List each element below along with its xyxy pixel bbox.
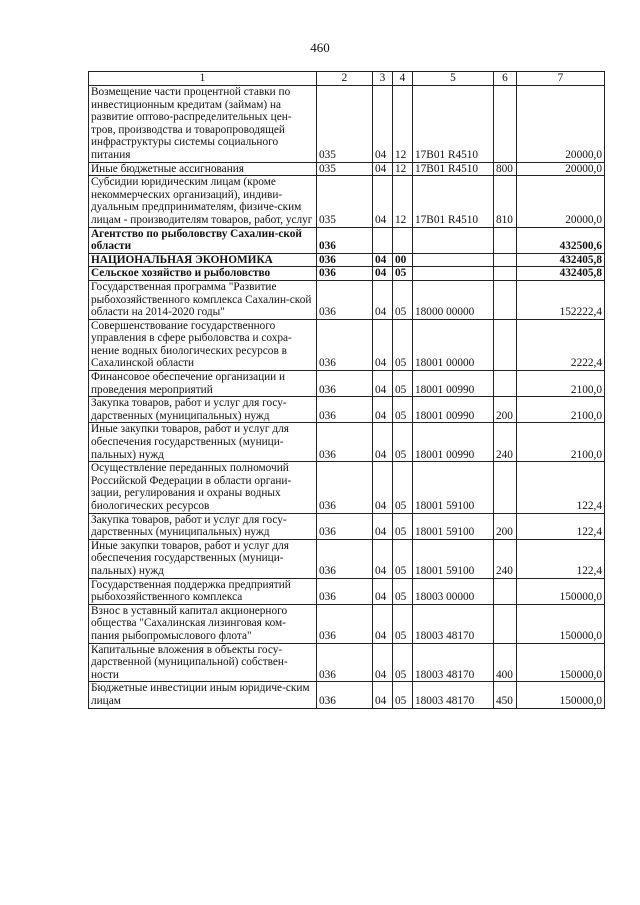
expense-type-cell: 800 — [494, 162, 517, 176]
subsection-code-cell: 05 — [393, 462, 413, 513]
ministry-code-cell: 036 — [317, 539, 373, 578]
amount-cell: 2100,0 — [517, 371, 605, 397]
subsection-code-cell: 05 — [393, 280, 413, 319]
section-code-cell: 04 — [373, 162, 393, 176]
subsection-code-cell: 05 — [393, 643, 413, 682]
table-row — [89, 227, 605, 253]
expense-type-cell — [494, 319, 517, 370]
table-row — [89, 578, 605, 604]
section-code-cell: 04 — [373, 682, 393, 708]
subsection-code-cell: 05 — [393, 578, 413, 604]
row-name-cell: Бюджетные инвестиции иным юридиче-ским лицам — [89, 682, 317, 708]
ministry-code-cell: 036 — [317, 462, 373, 513]
row-name-cell: Иные закупки товаров, работ и услуг для обеспечения государственных (муници-пальных) нужд — [89, 423, 317, 462]
target-article-cell: 18001 00000 — [413, 319, 494, 370]
ministry-code-cell: 036 — [317, 319, 373, 370]
ministry-code-cell: 036 — [317, 227, 373, 253]
ministry-code-cell: 036 — [317, 513, 373, 539]
target-article-cell — [413, 227, 494, 253]
amount-cell: 150000,0 — [517, 643, 605, 682]
ministry-code-cell: 036 — [317, 578, 373, 604]
target-article-cell — [413, 253, 494, 267]
subsection-code-cell: 05 — [393, 604, 413, 643]
row-name-cell: Агентство по рыболовству Сахалин-ской области — [89, 227, 317, 253]
table-row — [89, 513, 605, 539]
row-name-cell: Взнос в уставный капитал акционерного общества "Сахалинская лизинговая ком-пания рыбопромыслового флота" — [89, 604, 317, 643]
row-name-cell: Осуществление переданных полномочий Российской Федерации в области органи-зации, регулирования и охраны водных биологических ресурсов — [89, 462, 317, 513]
target-article-cell: 18003 00000 — [413, 578, 494, 604]
table-row — [89, 267, 605, 281]
table-row — [89, 86, 605, 163]
amount-cell: 122,4 — [517, 513, 605, 539]
subsection-code-cell: 12 — [393, 86, 413, 163]
target-article-cell: 17В01 R4510 — [413, 176, 494, 227]
row-name-cell: Капитальные вложения в объекты госу-дарственной (муниципальной) собствен-ности — [89, 643, 317, 682]
row-name-cell: Иные бюджетные ассигнования — [89, 162, 317, 176]
target-article-cell: 18000 00000 — [413, 280, 494, 319]
section-code-cell: 04 — [373, 462, 393, 513]
ministry-code-cell: 036 — [317, 253, 373, 267]
table-row — [89, 280, 605, 319]
section-code-cell: 04 — [373, 513, 393, 539]
amount-cell: 152222,4 — [517, 280, 605, 319]
section-code-cell: 04 — [373, 371, 393, 397]
section-code-cell: 04 — [373, 578, 393, 604]
row-name-cell: Субсидии юридическим лицам (кроме некоммерческих организаций), индиви-дуальным предпринимателям, физиче-ским лицам - производителям товаров, работ, услуг — [89, 176, 317, 227]
table-row — [89, 176, 605, 227]
row-name-cell: Иные закупки товаров, работ и услуг для обеспечения государственных (муници-пальных) нужд — [89, 539, 317, 578]
target-article-cell: 18001 59100 — [413, 462, 494, 513]
header-col-2: 2 — [317, 72, 373, 86]
expense-type-cell — [494, 462, 517, 513]
subsection-code-cell: 05 — [393, 267, 413, 281]
section-code-cell: 04 — [373, 397, 393, 423]
header-row — [89, 72, 605, 86]
ministry-code-cell: 036 — [317, 280, 373, 319]
target-article-cell: 18001 00990 — [413, 371, 494, 397]
subsection-code-cell: 05 — [393, 423, 413, 462]
amount-cell: 150000,0 — [517, 578, 605, 604]
ministry-code-cell: 036 — [317, 423, 373, 462]
target-article-cell: 18001 00990 — [413, 397, 494, 423]
subsection-code-cell — [393, 227, 413, 253]
table-row — [89, 462, 605, 513]
amount-cell: 122,4 — [517, 539, 605, 578]
header-col-4: 4 — [393, 72, 413, 86]
section-code-cell: 04 — [373, 86, 393, 163]
row-name-cell: Совершенствование государственного управления в сфере рыболовства и сохра-нение водных биологических ресурсов в Сахалинской области — [89, 319, 317, 370]
header-col-7: 7 — [517, 72, 605, 86]
table-row — [89, 253, 605, 267]
amount-cell: 20000,0 — [517, 162, 605, 176]
ministry-code-cell: 036 — [317, 397, 373, 423]
row-name-cell: Государственная поддержка предприятий рыбохозяйственного комплекса — [89, 578, 317, 604]
expense-type-cell — [494, 227, 517, 253]
amount-cell: 20000,0 — [517, 86, 605, 163]
table-row — [89, 682, 605, 708]
row-name-cell: Закупка товаров, работ и услуг для госу-дарственных (муниципальных) нужд — [89, 397, 317, 423]
target-article-cell: 18003 48170 — [413, 604, 494, 643]
section-code-cell: 04 — [373, 280, 393, 319]
ministry-code-cell: 035 — [317, 176, 373, 227]
target-article-cell: 18001 59100 — [413, 539, 494, 578]
subsection-code-cell: 05 — [393, 319, 413, 370]
page-number: 460 — [310, 40, 330, 55]
row-name-cell: НАЦИОНАЛЬНАЯ ЭКОНОМИКА — [89, 253, 317, 267]
table-row — [89, 604, 605, 643]
target-article-cell: 18001 00990 — [413, 423, 494, 462]
table-row — [89, 371, 605, 397]
ministry-code-cell: 036 — [317, 604, 373, 643]
table-row — [89, 162, 605, 176]
row-name-cell: Закупка товаров, работ и услуг для госу-дарственных (муниципальных) нужд — [89, 513, 317, 539]
row-name-cell: Финансовое обеспечение организации и проведения мероприятий — [89, 371, 317, 397]
expense-type-cell: 240 — [494, 423, 517, 462]
section-code-cell: 04 — [373, 643, 393, 682]
header-col-1: 1 — [89, 72, 317, 86]
target-article-cell: 18001 59100 — [413, 513, 494, 539]
section-code-cell: 04 — [373, 267, 393, 281]
amount-cell: 2222,4 — [517, 319, 605, 370]
amount-cell: 150000,0 — [517, 604, 605, 643]
header-col-6: 6 — [494, 72, 517, 86]
section-code-cell: 04 — [373, 423, 393, 462]
expense-type-cell — [494, 604, 517, 643]
target-article-cell: 18003 48170 — [413, 643, 494, 682]
subsection-code-cell: 05 — [393, 539, 413, 578]
expense-type-cell: 240 — [494, 539, 517, 578]
ministry-code-cell: 036 — [317, 643, 373, 682]
amount-cell: 432405,8 — [517, 267, 605, 281]
amount-cell: 150000,0 — [517, 682, 605, 708]
expense-type-cell — [494, 253, 517, 267]
ministry-code-cell: 035 — [317, 86, 373, 163]
amount-cell: 122,4 — [517, 462, 605, 513]
section-code-cell: 04 — [373, 604, 393, 643]
ministry-code-cell: 036 — [317, 371, 373, 397]
header-col-3: 3 — [373, 72, 393, 86]
header-col-5: 5 — [413, 72, 494, 86]
expense-type-cell: 810 — [494, 176, 517, 227]
row-name-cell: Государственная программа "Развитие рыбохозяйственного комплекса Сахалин-ской области на 2014-2020 годы" — [89, 280, 317, 319]
subsection-code-cell: 05 — [393, 682, 413, 708]
subsection-code-cell: 12 — [393, 162, 413, 176]
subsection-code-cell: 05 — [393, 397, 413, 423]
target-article-cell: 17В01 R4510 — [413, 86, 494, 163]
amount-cell: 20000,0 — [517, 176, 605, 227]
target-article-cell: 17В01 R4510 — [413, 162, 494, 176]
table-row — [89, 397, 605, 423]
amount-cell: 2100,0 — [517, 397, 605, 423]
target-article-cell — [413, 267, 494, 281]
subsection-code-cell: 05 — [393, 371, 413, 397]
table-row — [89, 319, 605, 370]
section-code-cell: 04 — [373, 176, 393, 227]
table-row — [89, 539, 605, 578]
amount-cell: 432405,8 — [517, 253, 605, 267]
expense-type-cell — [494, 371, 517, 397]
row-name-cell: Сельское хозяйство и рыболовство — [89, 267, 317, 281]
ministry-code-cell: 035 — [317, 162, 373, 176]
table-row — [89, 423, 605, 462]
expense-type-cell — [494, 86, 517, 163]
subsection-code-cell: 00 — [393, 253, 413, 267]
ministry-code-cell: 036 — [317, 267, 373, 281]
expense-type-cell: 200 — [494, 397, 517, 423]
expense-type-cell: 450 — [494, 682, 517, 708]
amount-cell: 432500,6 — [517, 227, 605, 253]
budget-table — [88, 71, 605, 709]
expense-type-cell — [494, 578, 517, 604]
subsection-code-cell: 12 — [393, 176, 413, 227]
table-row — [89, 643, 605, 682]
expense-type-cell: 200 — [494, 513, 517, 539]
amount-cell: 2100,0 — [517, 423, 605, 462]
row-name-cell: Возмещение части процентной ставки по инвестиционным кредитам (займам) на развитие оптово-распределительных цен-тров, производства и товаропроводящей инфраструктуры системы социального питания — [89, 86, 317, 163]
section-code-cell: 04 — [373, 253, 393, 267]
target-article-cell: 18003 48170 — [413, 682, 494, 708]
section-code-cell — [373, 227, 393, 253]
expense-type-cell — [494, 267, 517, 281]
expense-type-cell — [494, 280, 517, 319]
ministry-code-cell: 036 — [317, 682, 373, 708]
section-code-cell: 04 — [373, 539, 393, 578]
expense-type-cell: 400 — [494, 643, 517, 682]
section-code-cell: 04 — [373, 319, 393, 370]
subsection-code-cell: 05 — [393, 513, 413, 539]
